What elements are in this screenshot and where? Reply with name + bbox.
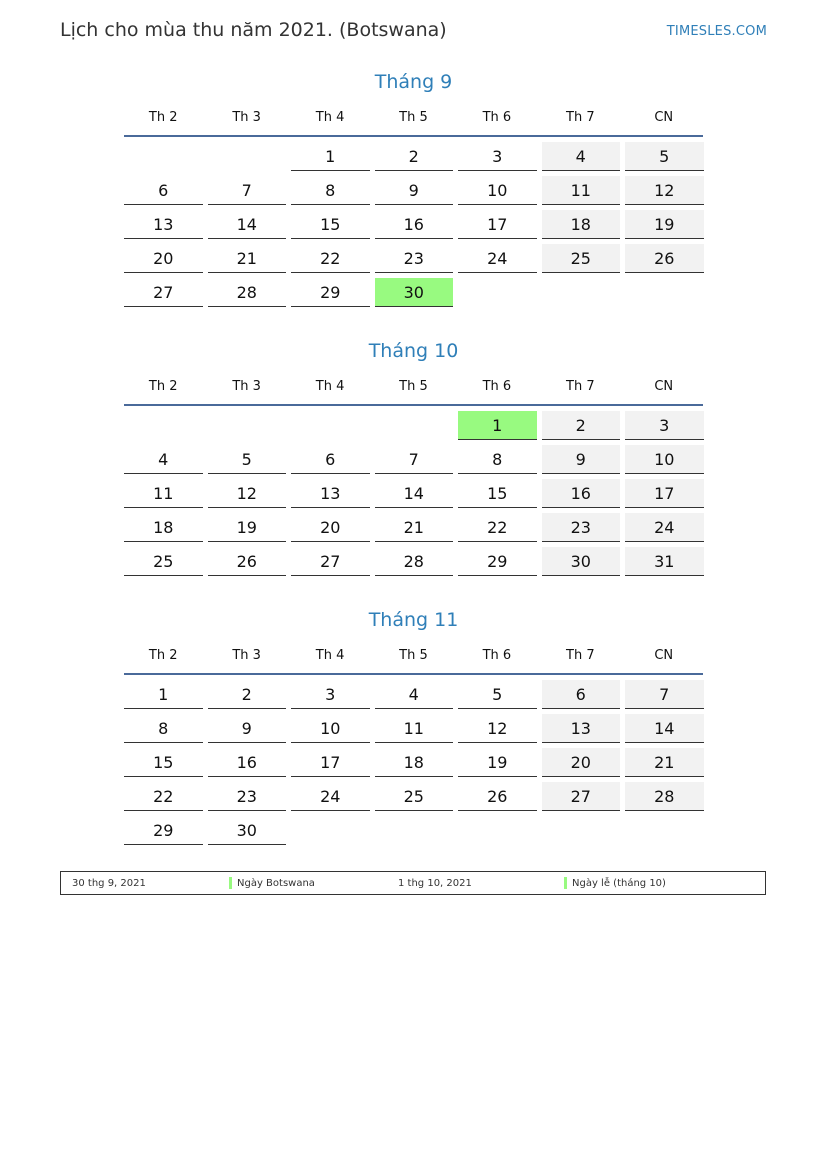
empty-cell: [208, 142, 287, 171]
day-cell[interactable]: 25: [124, 547, 203, 576]
day-cell[interactable]: 13: [291, 479, 370, 508]
day-cell[interactable]: 1: [291, 142, 370, 171]
day-cell[interactable]: 15: [291, 210, 370, 239]
day-cell[interactable]: 16: [208, 748, 287, 777]
weekday-label: Th 3: [232, 647, 261, 663]
weekday-label: Th 4: [315, 378, 345, 394]
day-cell[interactable]: 28: [375, 547, 454, 576]
holiday-color-swatch: [229, 877, 232, 889]
empty-cell: [375, 411, 454, 440]
weekday-label: Th 5: [399, 378, 428, 394]
day-cell[interactable]: 13: [542, 714, 621, 743]
day-cell[interactable]: 19: [208, 513, 287, 542]
weekday-label: Th 2: [148, 647, 178, 663]
month-october: [124, 336, 703, 576]
day-cell[interactable]: 24: [291, 782, 370, 811]
day-cell[interactable]: 18: [542, 210, 621, 239]
day-cell[interactable]: 10: [458, 176, 537, 205]
day-cell[interactable]: 23: [542, 513, 621, 542]
day-cell[interactable]: 2: [375, 142, 454, 171]
day-cell[interactable]: 23: [208, 782, 287, 811]
day-cell[interactable]: 20: [291, 513, 370, 542]
weekday-label: Th 5: [399, 647, 428, 663]
day-cell[interactable]: 2: [542, 411, 621, 440]
day-cell[interactable]: 21: [625, 748, 704, 777]
weekday-header: [124, 371, 703, 401]
day-cell[interactable]: 21: [208, 244, 287, 273]
weekday-label: Th 2: [148, 378, 178, 394]
day-cell[interactable]: 20: [542, 748, 621, 777]
month-title: Tháng 10: [368, 340, 459, 362]
day-cell[interactable]: 17: [291, 748, 370, 777]
day-cell[interactable]: 20: [124, 244, 203, 273]
day-cell[interactable]: 13: [124, 210, 203, 239]
day-cell[interactable]: 16: [542, 479, 621, 508]
day-cell[interactable]: 21: [375, 513, 454, 542]
legend-holiday-name: Ngày Botswana: [237, 878, 315, 889]
day-cell[interactable]: 15: [124, 748, 203, 777]
day-grid: [124, 411, 703, 576]
empty-cell: [124, 411, 203, 440]
day-cell[interactable]: 2: [208, 680, 287, 709]
weekday-label: Th 6: [482, 378, 512, 394]
day-grid: [124, 142, 703, 307]
day-cell[interactable]: 4: [124, 445, 203, 474]
day-cell[interactable]: 11: [542, 176, 621, 205]
day-cell[interactable]: 3: [291, 680, 370, 709]
holiday-color-swatch: [564, 877, 567, 889]
day-cell[interactable]: 16: [375, 210, 454, 239]
day-cell[interactable]: 18: [124, 513, 203, 542]
legend-date: 30 thg 9, 2021: [72, 878, 146, 889]
day-cell[interactable]: 18: [375, 748, 454, 777]
day-cell[interactable]: 26: [208, 547, 287, 576]
weekday-label: Th 4: [315, 109, 345, 125]
day-cell[interactable]: 8: [458, 445, 537, 474]
day-cell[interactable]: 1: [124, 680, 203, 709]
day-grid: [124, 680, 703, 845]
day-cell[interactable]: 26: [458, 782, 537, 811]
weekday-label: Th 2: [148, 109, 178, 125]
day-cell[interactable]: 14: [375, 479, 454, 508]
weekday-label: Th 4: [315, 647, 345, 663]
weekday-label: CN: [654, 109, 674, 125]
day-cell[interactable]: 11: [375, 714, 454, 743]
legend-holiday-name: Ngày lễ (tháng 10): [572, 878, 666, 889]
day-cell[interactable]: 8: [124, 714, 203, 743]
day-cell[interactable]: 3: [458, 142, 537, 171]
day-cell[interactable]: 12: [625, 176, 704, 205]
legend-date: 1 thg 10, 2021: [398, 878, 472, 889]
day-cell[interactable]: 7: [625, 680, 704, 709]
day-cell[interactable]: 12: [458, 714, 537, 743]
weekday-label: CN: [654, 647, 674, 663]
month-divider: [124, 404, 703, 406]
day-cell[interactable]: 6: [542, 680, 621, 709]
day-cell[interactable]: 9: [542, 445, 621, 474]
weekday-header: [124, 640, 703, 670]
day-cell[interactable]: 7: [208, 176, 287, 205]
month-title: Tháng 9: [374, 71, 453, 93]
weekday-label: Th 3: [232, 109, 261, 125]
day-cell[interactable]: 11: [124, 479, 203, 508]
weekday-label: Th 6: [482, 109, 512, 125]
site-logo[interactable]: TIMESLES.COM: [666, 24, 767, 39]
weekday-label: Th 5: [399, 109, 428, 125]
day-cell[interactable]: 23: [375, 244, 454, 273]
day-cell[interactable]: 6: [124, 176, 203, 205]
weekday-label: Th 6: [482, 647, 512, 663]
day-cell[interactable]: 9: [208, 714, 287, 743]
day-cell[interactable]: 3: [625, 411, 704, 440]
day-cell[interactable]: 12: [208, 479, 287, 508]
weekday-label: Th 7: [566, 378, 595, 394]
page-title: Lịch cho mùa thu năm 2021. (Botswana): [60, 19, 447, 41]
day-cell[interactable]: 29: [124, 816, 203, 845]
day-cell[interactable]: 22: [291, 244, 370, 273]
weekday-label: Th 3: [232, 378, 261, 394]
month-divider: [124, 135, 703, 137]
day-cell[interactable]: 28: [625, 782, 704, 811]
day-cell[interactable]: 19: [458, 748, 537, 777]
holiday-day-cell[interactable]: 30: [375, 278, 454, 307]
day-cell[interactable]: 29: [458, 547, 537, 576]
day-cell[interactable]: 10: [625, 445, 704, 474]
day-cell[interactable]: 6: [291, 445, 370, 474]
empty-cell: [124, 142, 203, 171]
day-cell[interactable]: 4: [375, 680, 454, 709]
day-cell[interactable]: 29: [291, 278, 370, 307]
day-cell[interactable]: 25: [542, 244, 621, 273]
day-cell[interactable]: 17: [625, 479, 704, 508]
empty-cell: [291, 411, 370, 440]
month-divider: [124, 673, 703, 675]
day-cell[interactable]: 30: [542, 547, 621, 576]
weekday-label: Th 7: [566, 109, 595, 125]
day-cell[interactable]: 15: [458, 479, 537, 508]
day-cell[interactable]: 5: [458, 680, 537, 709]
day-cell[interactable]: 24: [625, 513, 704, 542]
weekday-label: Th 7: [566, 647, 595, 663]
day-cell[interactable]: 17: [458, 210, 537, 239]
day-cell[interactable]: 8: [291, 176, 370, 205]
day-cell[interactable]: 9: [375, 176, 454, 205]
weekday-header: [124, 102, 703, 132]
day-cell[interactable]: 10: [291, 714, 370, 743]
day-cell[interactable]: 14: [625, 714, 704, 743]
day-cell[interactable]: 27: [542, 782, 621, 811]
weekday-label: CN: [654, 378, 674, 394]
day-cell[interactable]: 31: [625, 547, 704, 576]
day-cell[interactable]: 5: [208, 445, 287, 474]
month-november: [124, 605, 703, 845]
day-cell[interactable]: 26: [625, 244, 704, 273]
day-cell[interactable]: 7: [375, 445, 454, 474]
day-cell[interactable]: 27: [291, 547, 370, 576]
day-cell[interactable]: 22: [124, 782, 203, 811]
empty-cell: [208, 411, 287, 440]
holiday-day-cell[interactable]: 1: [458, 411, 537, 440]
day-cell[interactable]: 14: [208, 210, 287, 239]
month-september: [124, 67, 703, 307]
day-cell[interactable]: 28: [208, 278, 287, 307]
day-cell[interactable]: 19: [625, 210, 704, 239]
day-cell[interactable]: 25: [375, 782, 454, 811]
holiday-legend: [60, 871, 766, 895]
day-cell[interactable]: 4: [542, 142, 621, 171]
day-cell[interactable]: 22: [458, 513, 537, 542]
day-cell[interactable]: 30: [208, 816, 287, 845]
day-cell[interactable]: 24: [458, 244, 537, 273]
day-cell[interactable]: 5: [625, 142, 704, 171]
day-cell[interactable]: 27: [124, 278, 203, 307]
month-title: Tháng 11: [368, 609, 459, 631]
